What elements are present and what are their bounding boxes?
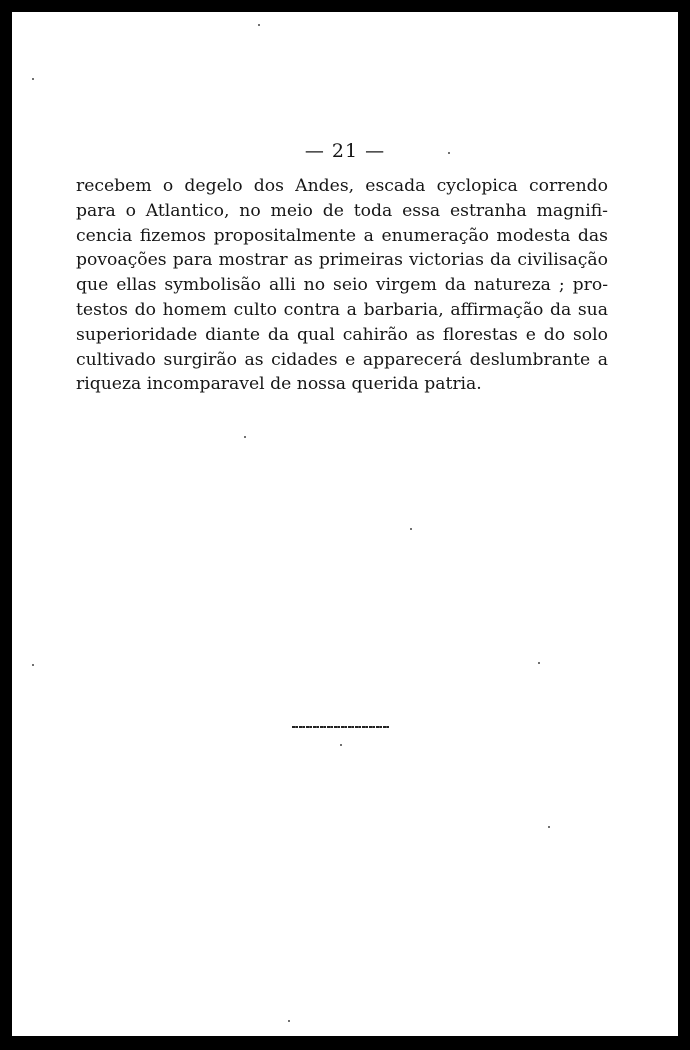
scan-speck <box>244 436 246 438</box>
body-paragraph <box>76 174 608 397</box>
decorative-rule <box>292 726 390 728</box>
scan-speck <box>340 744 342 746</box>
scan-speck <box>410 528 412 530</box>
page-number: — 21 — <box>304 140 386 162</box>
text-line: que ellas symbolisão alli no seio virgem da natureza ; pro- <box>76 275 608 296</box>
scan-speck <box>258 24 260 26</box>
scanned-page <box>12 12 678 1036</box>
text-line: cencia fizemos propositalmente a enumeração modesta das <box>76 225 608 246</box>
scan-speck <box>538 662 540 664</box>
scan-speck <box>32 664 34 666</box>
scan-speck <box>548 826 550 828</box>
text-line: povoações para mostrar as primeiras victorias da civilisação <box>76 250 608 271</box>
text-line: superioridade diante da qual cahirão as florestas e do solo <box>76 324 608 345</box>
scan-speck <box>448 152 450 154</box>
text-line: recebem o degelo dos Andes, escada cyclopica correndo <box>76 176 608 196</box>
scan-speck <box>32 78 34 80</box>
text-line: cultivado surgirão as cidades e apparecerá deslumbrante a <box>76 349 608 370</box>
text-line: testos do homem culto contra a barbaria, affirmação da sua <box>76 299 608 320</box>
text-line: para o Atlantico, no meio de toda essa estranha magnifi- <box>76 200 608 221</box>
scan-speck <box>288 1020 290 1022</box>
text-line: riqueza incomparavel de nossa querida patria. <box>76 374 482 395</box>
